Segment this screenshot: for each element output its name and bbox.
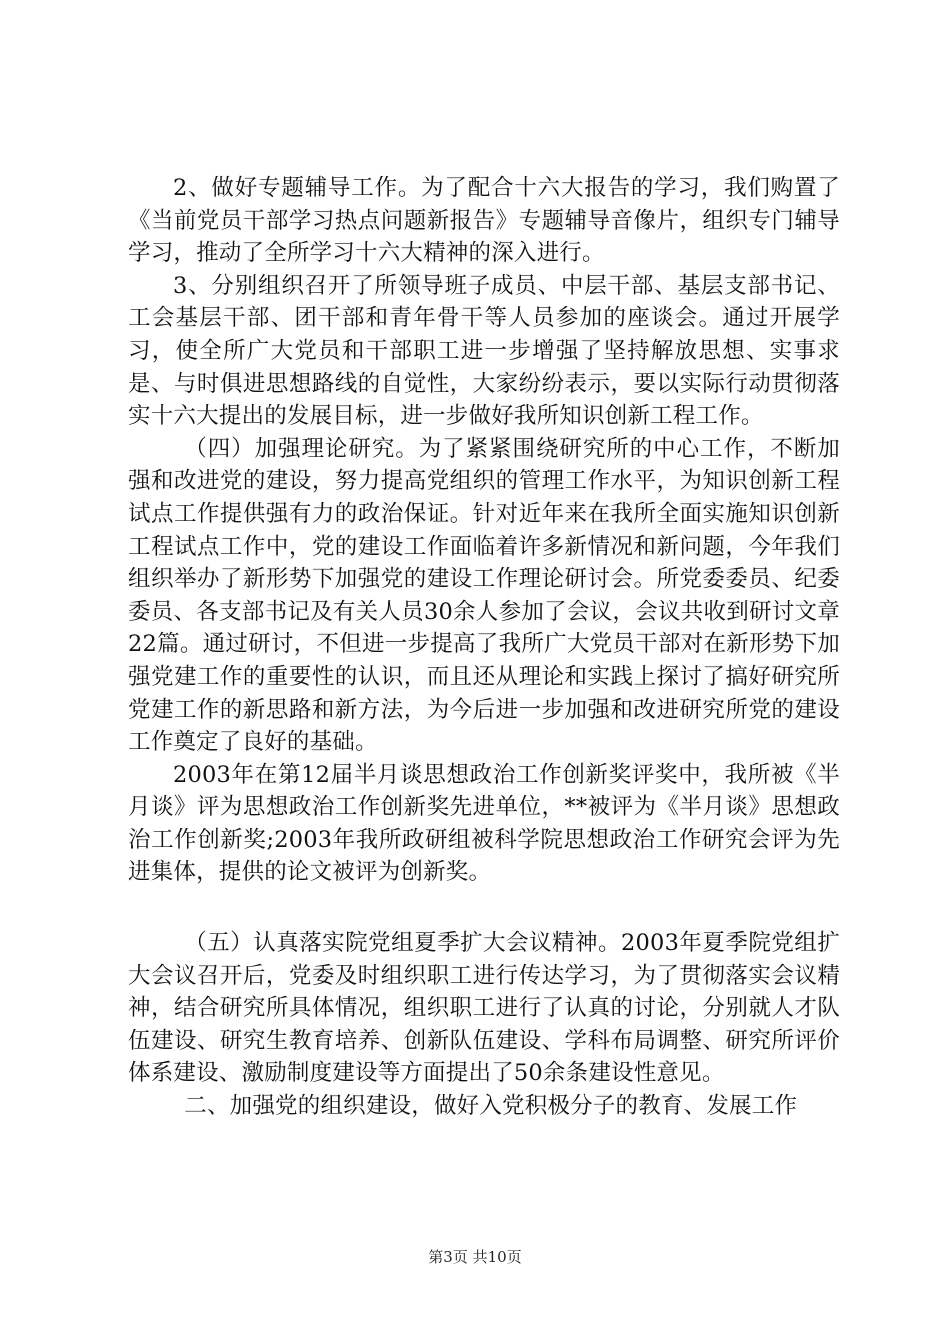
paragraph-theory-research: （四）加强理论研究。为了紧紧围绕研究所的中心工作，不断加强和改进党的建设，努力提高党组织的管理工作水平，为知识创新工程试点工作提供强有力的政治保证。针对近年来在我所全面实施知识创新工程试点工作中，党的建设工作面临着许多新情况和新问题，今年我们组织举办了新形势下加强党的建设工作理论研讨会。所党委委员、纪委委员、各支部书记及有关人员30余人参加了会议，会议共收到研讨文章22篇。通过研讨，不但进一步提高了我所广大党员干部对在新形势下加强党建工作的重要性的认识，而且还从理论和实践上探讨了搞好研究所党建工作的新思路和新方法，为今后进一步加强和改进研究所党的建设工作奠定了良好的基础。	[128, 435, 840, 756]
paragraph-symposium: 3、分别组织召开了所领导班子成员、中层干部、基层支部书记、工会基层干部、团干部和青年骨干等人员参加的座谈会。通过开展学习，使全所广大党员和干部职工进一步增强了坚持解放思想、实事求是、与时俱进思想路线的自觉性，大家纷纷表示，要以实际行动贯彻落实十六大提出的发展目标，进一步做好我所知识创新工程工作。	[128, 272, 840, 430]
page-number: 第3页 共10页	[428, 1248, 522, 1266]
document-body	[128, 172, 840, 1123]
section-heading-organization: 二、加强党的组织建设，做好入党积极分子的教育、发展工作	[184, 1093, 798, 1120]
paragraph-topic-tutoring: 2、做好专题辅导工作。为了配合十六大报告的学习，我们购置了《当前党员干部学习热点问题新报告》专题辅导音像片，组织专门辅导学习，推动了全所学习十六大精神的深入进行。	[128, 175, 840, 267]
paragraph-summer-meeting: （五）认真落实院党组夏季扩大会议精神。2003年夏季院党组扩大会议召开后，党委及时组织职工进行传达学习，为了贯彻落实会议精神，结合研究所具体情况，组织职工进行了认真的讨论，分别就人才队伍建设、研究生教育培养、创新队伍建设、学科布局调整、研究所评价体系建设、激励制度建设等方面提出了50余条建设性意见。	[128, 930, 840, 1087]
paragraph-awards: 2003年在第12届半月谈思想政治工作创新奖评奖中，我所被《半月谈》评为思想政治工作创新奖先进单位，**被评为《半月谈》思想政治工作创新奖;2003年我所政研组被科学院思想政治工作研究会评为先进集体，提供的论文被评为创新奖。	[128, 761, 840, 886]
page-footer	[0, 1246, 950, 1267]
